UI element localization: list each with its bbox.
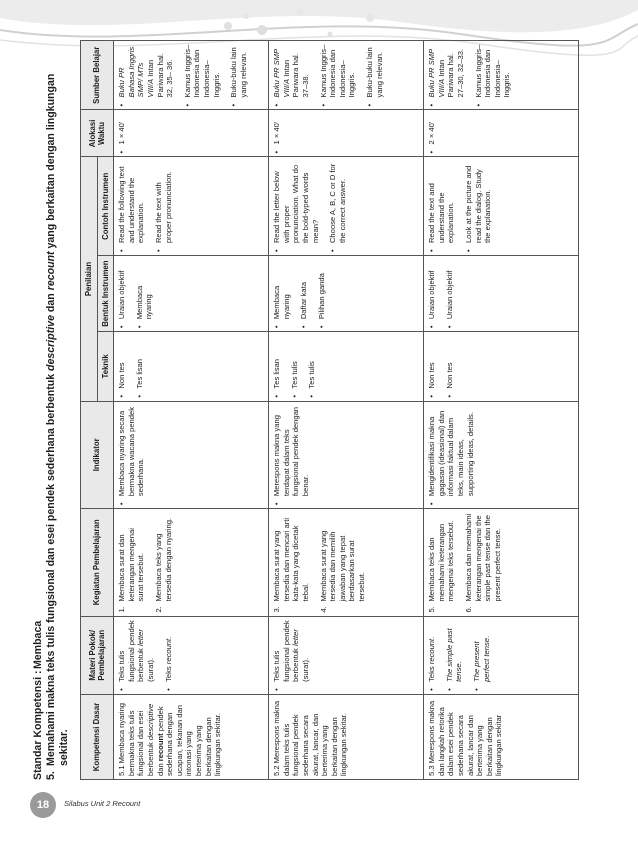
list-item (427, 113, 437, 153)
contoh-list (272, 160, 347, 252)
sumber-italic: Buku PR SMP VIII/A (427, 49, 446, 98)
kegiatan-text: Membaca surat yang tersedia dan mencari arti kata-kata yang dicetak tebal. (272, 517, 310, 602)
cell-kegiatan (114, 509, 269, 616)
sumber-list (117, 44, 248, 106)
kd-text: dan (155, 761, 165, 776)
cell-indikator (269, 401, 424, 508)
list-item (464, 512, 502, 612)
item-number: 1. (117, 606, 127, 613)
sumber-text: Intan Pariwara hal. 32, 35– 36. (145, 53, 175, 98)
cell-materi (114, 616, 269, 694)
list-item (164, 620, 174, 691)
cell-materi (269, 616, 424, 694)
list-item (427, 512, 456, 612)
competency-text-part: dan (45, 290, 57, 316)
kd-text: 5.2 Merespons makna dalam teks tulis fungsional pendek sederhana secara akurat, lancar, dan berterima yang berkaitan dengan lingkungan sekitar. (272, 700, 349, 776)
competency-text-descriptive: descriptive (45, 315, 57, 371)
bentuk-text: Pilihan ganda (316, 273, 326, 320)
list-item (445, 335, 455, 397)
list-item (272, 259, 291, 328)
contoh-text: Read the text and understand the explanation. (427, 183, 456, 244)
materi-text: . (163, 636, 173, 639)
standard-competency-value: Membaca (32, 620, 44, 670)
table-row (269, 41, 424, 780)
teknik-text: Tes lisan (272, 359, 282, 389)
sumber-text: Kamus Inggris– Indonesia dan Indonesia– Inggris. (473, 44, 512, 98)
cell-teknik (269, 332, 424, 401)
kd-text: 5.3 Merespons makna dan langkah retorika dalam esei pendek sederhana secara akurat, lancar dan berterima yang berkaitan dengan lingkungan sekitar (427, 700, 504, 776)
item-number: 4. (318, 606, 328, 613)
teknik-text: Tes lisan (134, 359, 144, 389)
list-item (117, 259, 127, 328)
materi-italic: The simple past tense (444, 628, 464, 682)
sumber-italic: Buku PR Bahasa Inggris SMP/ MTs VIII/A (117, 46, 155, 98)
list-item (135, 259, 154, 328)
indikator-text: Membaca nyaring secara bermakna wacana pendek sederhana. (117, 406, 146, 497)
list-item (272, 405, 310, 505)
standard-competency-line (32, 621, 45, 780)
cell-contoh (424, 157, 579, 256)
list-item (117, 335, 127, 397)
header-alokasi: Alokasi Waktu (81, 110, 114, 157)
alokasi-text: 1 × 40' (272, 121, 282, 145)
list-item (427, 259, 437, 328)
table-row (424, 41, 579, 780)
sumber-italic: Buku PR SMP VIII/A (272, 49, 291, 98)
list-item (472, 620, 491, 691)
kd-text: 5.1 Membaca nyaring bermakna teks tulis fungsional dan esei berbentuk (117, 702, 155, 776)
list-item (154, 512, 173, 612)
list-item (229, 44, 248, 106)
cell-contoh (269, 157, 424, 256)
materi-text: Teks (427, 664, 437, 682)
list-item (183, 44, 221, 106)
materi-text: Teks tulis fungsional pendek berbentuk (117, 620, 146, 682)
cell-kegiatan (424, 509, 579, 616)
materi-italic: The present perfect tense (471, 638, 491, 682)
header-sumber: Sumber Belajar (81, 41, 114, 110)
page-footer (30, 792, 630, 818)
indikator-text: Merespons makna yang terdapat dalam teks fungsional pendek dengan benar. (272, 406, 310, 497)
bentuk-text: Daftar kata (299, 282, 309, 320)
header-contoh: Contoh Instrumen (97, 157, 114, 256)
list-item (272, 160, 320, 252)
list-item (272, 512, 310, 612)
list-item (117, 113, 127, 153)
cell-teknik (114, 332, 269, 401)
cell-indikator (424, 401, 579, 508)
materi-list (272, 620, 310, 691)
footer-label: Silabus Unit 2 Recount (64, 799, 141, 808)
list-item (474, 44, 512, 106)
header-bentuk: Bentuk Instrumen (97, 256, 114, 332)
bentuk-text: Membaca nyaring (272, 285, 291, 320)
bentuk-text: Uraian objektif (117, 270, 127, 320)
teknik-list (427, 335, 454, 397)
header-kompetensi-dasar: Kompetensi Dasar (81, 694, 114, 779)
materi-list (427, 620, 491, 691)
indikator-list (117, 405, 146, 505)
teknik-text: Non tes (427, 362, 437, 389)
kd-text: pendek sederhana dengan ucapan, tekanan dan intonasi yang berterima yang berkaitan dengan lingkungan sekitar. (155, 705, 223, 776)
contoh-text: Look at the picture and read the dialog. Study the explanation. (463, 165, 493, 244)
materi-list (117, 620, 173, 691)
teknik-list (117, 335, 144, 397)
header-penilaian: Penilaian (81, 157, 98, 401)
list-item (272, 620, 310, 691)
materi-italic: letter (291, 629, 301, 647)
materi-text: Teks tulis fungsional pendek berbentuk (272, 620, 301, 682)
cell-sumber (114, 41, 269, 110)
contoh-text: Read the letter below with proper pronunciation. What do the bold-typed words mean? (272, 164, 320, 244)
sumber-text: Intan Pariwara hal. 37–38. (281, 53, 310, 98)
competency-text-recount: recount (45, 251, 57, 291)
sumber-text: Buku-buku lain yang relevan. (364, 47, 384, 98)
list-item (427, 405, 475, 505)
contoh-list (427, 160, 493, 252)
cell-bentuk (269, 256, 424, 332)
kd-bold: recount (155, 733, 165, 762)
list-item (307, 335, 317, 397)
teknik-list (272, 335, 317, 397)
standard-competency-label: Standar Kompetensi : (32, 670, 44, 780)
list-item (272, 44, 310, 106)
materi-text: . (454, 661, 464, 664)
materi-italic: letter (136, 629, 146, 647)
competency-statement (45, 40, 71, 766)
header-indikator: Indikator (81, 401, 114, 508)
cell-sumber (269, 41, 424, 110)
teknik-text: Non tes (444, 362, 454, 389)
header-kegiatan: Kegiatan Pembelajaran (81, 509, 114, 616)
list-item (117, 620, 155, 691)
teknik-text: Tes tulis (307, 361, 317, 389)
cell-alokasi (269, 110, 424, 157)
list-item (328, 160, 347, 252)
sumber-list (272, 44, 384, 106)
list-item (272, 335, 282, 397)
contoh-text: Choose A, B, C or D for the correct answer. (328, 163, 347, 244)
contoh-text: Read the text with proper pronunciation. (153, 171, 173, 244)
sumber-text: Buku-buku lain yang relevan. (229, 47, 248, 98)
kegiatan-text: Membaca teks yang tersedia dengan nyaring. (153, 517, 173, 602)
sumber-text: Kamus Inggris– Indonesia dan Indonesia– Inggris. (182, 44, 221, 98)
kegiatan-text: Membaca surat yang tersedia dan memilih jawaban yang tepat berdasarkan surat tersebut. (318, 530, 366, 602)
list-item (117, 405, 146, 505)
sumber-text: Intan Pariwara hal. 27–30, 32–33. (436, 48, 465, 98)
list-item (319, 512, 367, 612)
item-number: 3. (272, 606, 282, 613)
cell-indikator (114, 401, 269, 508)
item-number: 2. (153, 606, 163, 613)
cell-contoh (114, 157, 269, 256)
alokasi-text: 2 × 40' (427, 121, 437, 145)
cell-kompetensi-dasar (114, 694, 269, 779)
list-item (299, 259, 309, 328)
bentuk-text: Membaca nyaring (134, 285, 154, 320)
list-item (445, 259, 455, 328)
syllabus-table (80, 40, 579, 780)
bentuk-list (117, 259, 154, 328)
kegiatan-list (117, 512, 173, 612)
list-item (272, 113, 282, 153)
kd-italic: descriptive (145, 703, 155, 741)
cell-bentuk (424, 256, 579, 332)
cell-alokasi (114, 110, 269, 157)
materi-text: . (481, 635, 491, 639)
cell-sumber (424, 41, 579, 110)
alokasi-text: 1 × 40' (117, 121, 127, 145)
teknik-text: Non tes (117, 362, 127, 389)
rotated-syllabus-page (32, 40, 632, 780)
header-teknik: Teknik (97, 332, 114, 401)
item-number: 6. (463, 606, 473, 613)
competency-text-part: yang berkaitan dengan lingkungan sekitar. (45, 73, 70, 766)
list-item (319, 44, 357, 106)
bentuk-text: Uraian objektif (427, 270, 437, 320)
header-materi: Materi Pokok/ Pembelajaran (81, 616, 114, 694)
syllabus-body (114, 41, 579, 780)
item-number: 5. (427, 606, 437, 613)
list-item (117, 160, 146, 252)
materi-text: Teks (163, 664, 173, 682)
materi-text: (surat). (300, 657, 310, 682)
kegiatan-list (272, 512, 366, 612)
kegiatan-text: Membaca dan memahami keterangan mengenai the simple past tense dan the present perfect tense. (463, 513, 502, 602)
cell-teknik (424, 332, 579, 401)
list-item (427, 160, 456, 252)
sumber-text: Kamus Inggris– Indonesia dan Indonesia– Inggris. (318, 44, 357, 98)
cell-materi (424, 616, 579, 694)
bentuk-text: Uraian objektif (444, 270, 454, 320)
list-item (154, 160, 173, 252)
list-item (117, 44, 175, 106)
bentuk-list (427, 259, 454, 328)
alokasi-list (272, 113, 282, 153)
indikator-list (272, 405, 310, 505)
competency-number: 5. (45, 771, 57, 780)
kegiatan-text: Membaca teks dan memahami keterangan mengenai teks tersebut. (427, 520, 456, 602)
materi-italic: recount (163, 638, 173, 665)
kegiatan-list (427, 512, 502, 612)
cell-kegiatan (269, 509, 424, 616)
list-item (464, 160, 493, 252)
syllabus-header (32, 40, 80, 780)
list-item (117, 512, 146, 612)
list-item (427, 44, 465, 106)
competency-text-part: Memahami makna teks tulis fungsional dan esei pendek sederhana berbentuk (45, 370, 57, 766)
kegiatan-text: Membaca surat dan keterangan mengenai surat tersebut. (117, 528, 146, 602)
indikator-text: Mengidentifikasi makna gagasan (ideasional) dan informasi faktual dalam teks, main ideas, supporting ideas, details. (427, 410, 475, 497)
list-item (427, 335, 437, 397)
cell-bentuk (114, 256, 269, 332)
materi-italic: recount (427, 638, 437, 665)
teknik-text: Tes tulis (289, 361, 299, 389)
contoh-list (117, 160, 173, 252)
list-item (427, 620, 437, 691)
list-item (445, 620, 464, 691)
contoh-text: Read the following text and understand the explanation. (117, 166, 146, 244)
alokasi-list (427, 113, 437, 153)
list-item (365, 44, 384, 106)
list-item (317, 259, 327, 328)
materi-text: (surat). (145, 657, 155, 682)
list-item (135, 335, 145, 397)
sumber-list (427, 44, 512, 106)
table-row (114, 41, 269, 780)
page-number: 18 (36, 799, 50, 811)
list-item (290, 335, 300, 397)
indikator-list (427, 405, 475, 505)
cell-kompetensi-dasar (424, 694, 579, 779)
bentuk-list (272, 259, 326, 328)
materi-text: . (427, 636, 437, 639)
cell-kompetensi-dasar (269, 694, 424, 779)
cell-alokasi (424, 110, 579, 157)
alokasi-list (117, 113, 127, 153)
